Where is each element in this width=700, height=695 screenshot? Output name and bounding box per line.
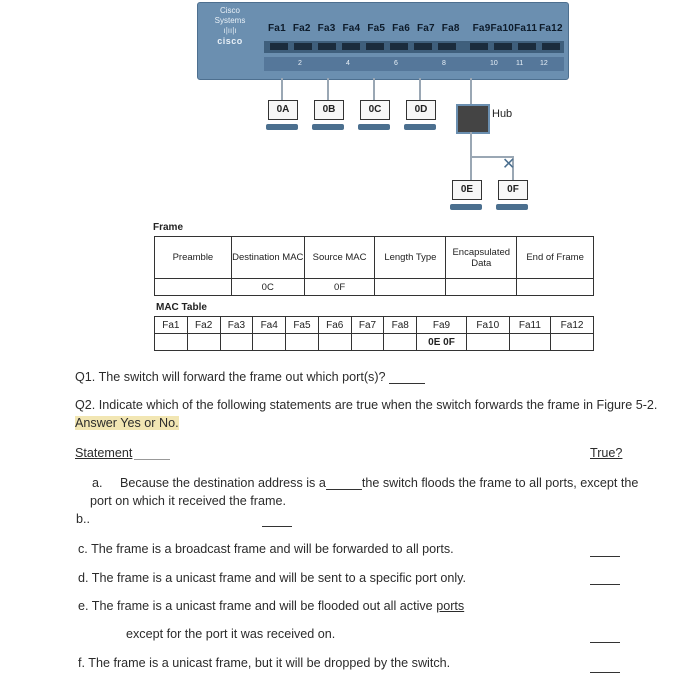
- statement-e-text: e. The frame is a unicast frame and will be flooded out all active: [78, 599, 433, 613]
- port-number: 2: [298, 60, 302, 67]
- frame-value: 0F: [304, 279, 375, 296]
- port-label: Fa9: [472, 23, 491, 34]
- port-number: 12: [540, 60, 548, 67]
- answer-blank[interactable]: [590, 556, 620, 557]
- answer-instruction: Answer Yes or No.: [75, 416, 179, 430]
- mac-port: Fa4: [253, 317, 286, 334]
- answer-blank[interactable]: [262, 526, 292, 527]
- mac-port: Fa11: [509, 317, 550, 334]
- port-label: Fa12: [539, 23, 563, 34]
- link-line: [327, 78, 329, 100]
- port-label: Fa11: [514, 23, 538, 34]
- mac-port: Fa5: [286, 317, 319, 334]
- mac-entry: [187, 334, 220, 351]
- mac-entry: [466, 334, 509, 351]
- answer-blank[interactable]: [326, 488, 362, 490]
- cisco-logo: Cisco Systems ı|ıı|ı cisco: [204, 6, 256, 58]
- link-line: [419, 78, 421, 100]
- mac-port: Fa9: [417, 317, 467, 334]
- mac-port: Fa6: [318, 317, 351, 334]
- mac-port: Fa3: [220, 317, 253, 334]
- answer-blank[interactable]: [590, 672, 620, 673]
- host-0d: 0D: [406, 100, 436, 120]
- switch-device: [197, 2, 569, 80]
- frame-header: End of Frame: [517, 237, 594, 279]
- port-row-bottom: [264, 57, 564, 71]
- mac-port: Fa2: [187, 317, 220, 334]
- hub-icon: [456, 104, 490, 134]
- mac-entry: [220, 334, 253, 351]
- port-row-top: [264, 41, 564, 53]
- statement-e-cont: except for the port it was received on.: [126, 627, 336, 641]
- question-2: [75, 398, 695, 412]
- port-label: Fa4: [342, 23, 361, 34]
- host-base: [358, 124, 390, 130]
- port-label: Fa10: [490, 23, 515, 34]
- frame-header: Length Type: [375, 237, 446, 279]
- frame-header: Encapsulated Data: [446, 237, 517, 279]
- mac-port: Fa1: [155, 317, 188, 334]
- question-1-text: Q1. The switch will forward the frame out which port(s)?: [75, 370, 386, 384]
- port-label: Fa7: [416, 23, 435, 34]
- statement-header: Statement: [75, 446, 133, 460]
- host-0c: 0C: [360, 100, 390, 120]
- mac-entry: [551, 334, 594, 351]
- statement-e-ports: ports: [436, 599, 465, 613]
- mac-entry: [318, 334, 351, 351]
- mac-table: [154, 316, 594, 351]
- mac-entry: [253, 334, 286, 351]
- mac-entry: [509, 334, 550, 351]
- host-base: [404, 124, 436, 130]
- switch-port-labels: [268, 23, 567, 34]
- statement-a-text: the switch floods the frame to all ports, except the: [361, 476, 639, 490]
- port-label: Fa3: [317, 23, 336, 34]
- host-base: [450, 204, 482, 210]
- brand-name: Cisco Systems: [214, 6, 246, 25]
- port-number: 6: [394, 60, 398, 67]
- statement-a-text: Because the destination address is a: [120, 476, 326, 490]
- mac-entry: [384, 334, 417, 351]
- statement-a-cont: port on which it received the frame.: [90, 494, 286, 508]
- answer-blank[interactable]: [590, 584, 620, 585]
- hub-label: Hub: [492, 108, 513, 120]
- statement-f: f. The frame is a unicast frame, but it will be dropped by the switch.: [78, 656, 451, 670]
- question-2-text: Q2. Indicate which of the following statements are true when the switch forwards the frame in Figure 5-2.: [75, 398, 658, 412]
- header-rule: [134, 459, 170, 460]
- brand-cisco: cisco: [217, 36, 243, 46]
- port-label: Fa2: [292, 23, 311, 34]
- mac-entry: [286, 334, 319, 351]
- host-0e: 0E: [452, 180, 482, 200]
- frame-table: [154, 236, 594, 296]
- host-0b: 0B: [314, 100, 344, 120]
- statement-a-prefix: a.: [92, 476, 103, 490]
- frame-value: [375, 279, 446, 296]
- frame-value: [155, 279, 232, 296]
- port-number: 8: [442, 60, 446, 67]
- statement-a: [92, 476, 692, 490]
- host-0f: 0F: [498, 180, 528, 200]
- port-label: Fa8: [441, 23, 460, 34]
- link-line: [373, 78, 375, 100]
- statement-b: b..: [76, 512, 91, 526]
- frame-header: Destination MAC: [231, 237, 304, 279]
- mac-entry: [155, 334, 188, 351]
- mac-port: Fa12: [551, 317, 594, 334]
- answer-blank[interactable]: [389, 382, 425, 384]
- port-number: 10: [490, 60, 498, 67]
- statement-e: [78, 599, 464, 613]
- statement-d: d. The frame is a unicast frame and will be sent to a specific port only.: [78, 571, 467, 585]
- mac-table-label: MAC Table: [156, 302, 207, 313]
- port-label: Fa1: [268, 23, 286, 34]
- port-label: Fa5: [367, 23, 386, 34]
- mac-port: Fa7: [351, 317, 384, 334]
- link-line: [470, 78, 472, 104]
- mac-port: Fa10: [466, 317, 509, 334]
- network-icon: ✕: [502, 156, 516, 173]
- frame-header: Source MAC: [304, 237, 375, 279]
- statement-c: c. The frame is a broadcast frame and will be forwarded to all ports.: [78, 542, 454, 556]
- question-1: [75, 370, 425, 384]
- true-header: True?: [590, 446, 623, 460]
- frame-value: 0C: [231, 279, 304, 296]
- port-label: Fa6: [392, 23, 410, 34]
- link-line: [281, 78, 283, 100]
- host-base: [312, 124, 344, 130]
- mac-port: Fa8: [384, 317, 417, 334]
- port-number: 4: [346, 60, 350, 67]
- host-base: [496, 204, 528, 210]
- host-0a: 0A: [268, 100, 298, 120]
- frame-value: [446, 279, 517, 296]
- host-base: [266, 124, 298, 130]
- frame-header: Preamble: [155, 237, 232, 279]
- port-number: 11: [516, 60, 524, 67]
- mac-entry: [351, 334, 384, 351]
- frame-value: [517, 279, 594, 296]
- answer-blank[interactable]: [590, 642, 620, 643]
- mac-entry: 0E 0F: [417, 334, 467, 351]
- frame-label: Frame: [153, 222, 184, 233]
